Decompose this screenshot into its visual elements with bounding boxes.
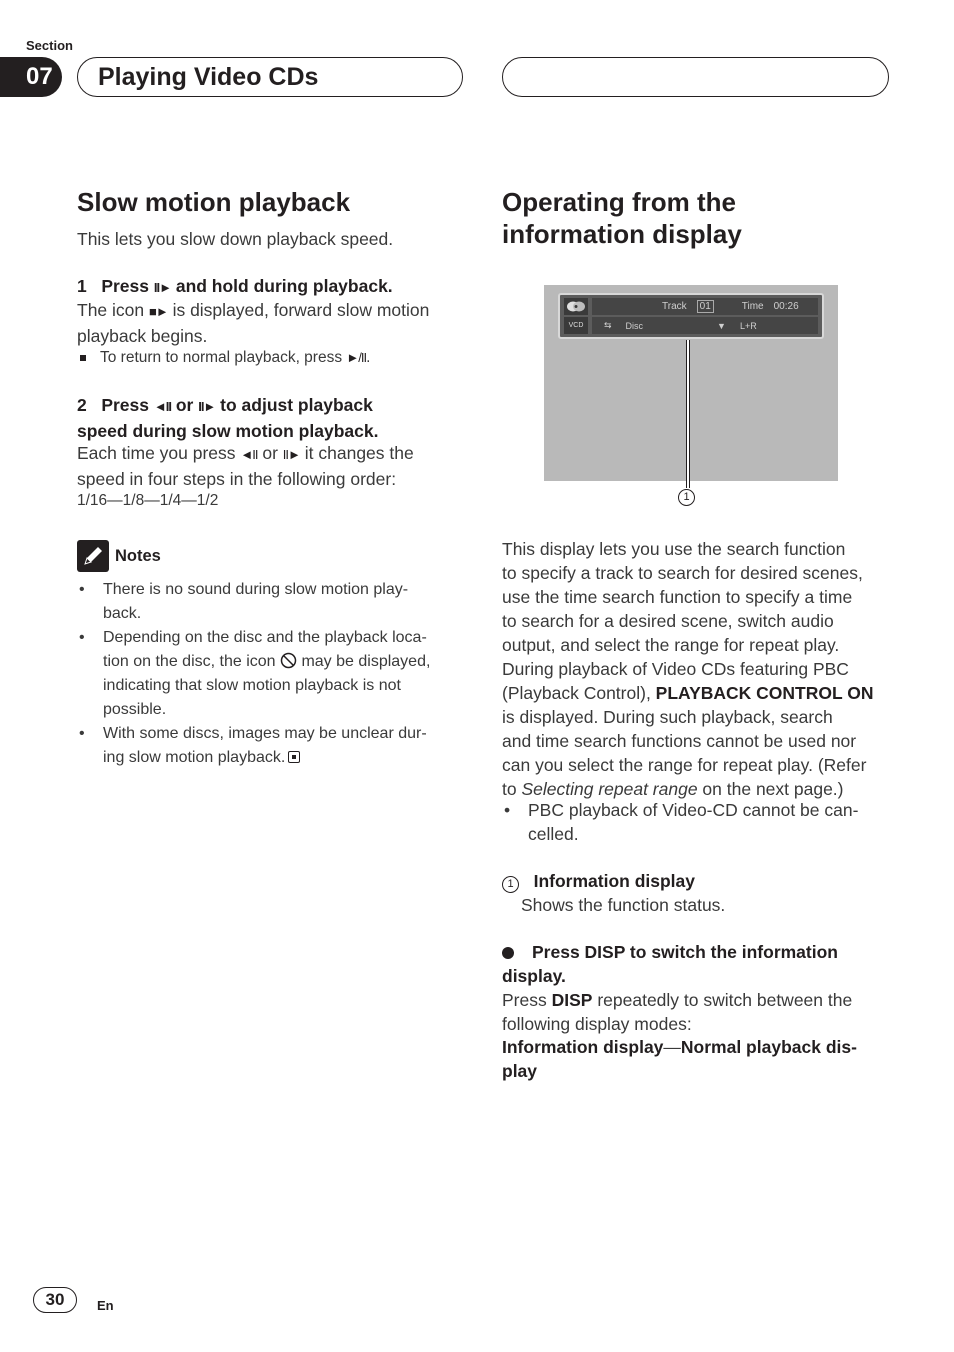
disp-button-label: DISP bbox=[551, 990, 593, 1010]
section-number-tab: 07 bbox=[0, 57, 62, 97]
item-information-display bbox=[502, 869, 695, 893]
callout-pointer-line bbox=[686, 340, 690, 488]
information-display-heading bbox=[502, 186, 742, 250]
lcd-panel bbox=[558, 293, 824, 339]
note-1-line1: There is no sound during slow motion play- bbox=[103, 581, 409, 598]
step-2-body-or: or bbox=[257, 443, 283, 463]
body-line: to search for a desired scene, switch audio bbox=[502, 611, 834, 631]
slow-motion-heading: Slow motion playback bbox=[77, 187, 351, 217]
note-2-line4: possible. bbox=[103, 701, 167, 718]
slow-reverse-icon: ◄II bbox=[153, 399, 171, 414]
track-label: Track bbox=[662, 301, 687, 312]
step-1-number: 1 bbox=[77, 276, 87, 296]
mode-normal-playback-line2: play bbox=[502, 1061, 538, 1081]
display-modes bbox=[502, 1035, 902, 1083]
mode-normal-playback: Normal playback dis- bbox=[680, 1037, 857, 1057]
note-3-line2: ing slow motion playback. bbox=[103, 749, 286, 766]
mode-separator: — bbox=[663, 1037, 681, 1057]
body-line: is displayed. During such playback, search bbox=[502, 707, 833, 727]
step-2-body-line2: speed in four steps in the following order: bbox=[77, 469, 397, 489]
callout-number-text: 1 bbox=[678, 489, 695, 506]
step-dot-icon bbox=[502, 947, 514, 959]
disp-body-b: repeatedly to switch between the bbox=[592, 990, 853, 1010]
notes-title: Notes bbox=[115, 546, 161, 565]
body-line: output, and select the range for repeat play. bbox=[502, 635, 840, 655]
note-item bbox=[77, 722, 469, 770]
pencil-note-icon bbox=[77, 540, 109, 572]
pbc-bullet-item bbox=[502, 798, 894, 846]
information-display-screenshot bbox=[544, 285, 838, 481]
step-1-tip bbox=[80, 346, 370, 370]
note-2-line2a: tion on the disc, the icon bbox=[103, 653, 280, 670]
time-label: Time bbox=[741, 301, 764, 312]
vcd-label: VCD bbox=[564, 317, 588, 334]
refer-a: to bbox=[502, 779, 522, 799]
notes-header bbox=[77, 540, 161, 572]
disp-body-a: Press bbox=[502, 990, 552, 1010]
step-2-number: 2 bbox=[77, 395, 87, 415]
note-item bbox=[77, 578, 469, 626]
track-value: 01 bbox=[697, 300, 714, 313]
play-pause-icon: ►/II bbox=[346, 350, 367, 365]
step-2-body-b: it changes the bbox=[299, 443, 414, 463]
pbc-bullet-line2: celled. bbox=[528, 824, 579, 844]
step-2-title-a: Press bbox=[101, 395, 154, 415]
lcd-bottom-row bbox=[592, 317, 818, 334]
section-label: Section bbox=[26, 38, 73, 53]
slow-forward-icon: II► bbox=[198, 399, 216, 414]
step-2-title-or: or bbox=[170, 395, 199, 415]
note-item bbox=[77, 626, 469, 722]
mode-information-display: Information display bbox=[502, 1037, 664, 1057]
slow-forward-icon: II► bbox=[153, 280, 171, 295]
step-1-title-prefix: Press bbox=[101, 276, 154, 296]
body-line: to specify a track to search for desired scenes, bbox=[502, 563, 863, 583]
notes-list bbox=[77, 578, 469, 770]
slow-motion-indicator-icon: ■► bbox=[148, 304, 168, 319]
body-line: can you select the range for repeat play. (Refer bbox=[502, 755, 867, 775]
time-value: 00:26 bbox=[773, 301, 799, 312]
information-display-body bbox=[502, 537, 902, 801]
chapter-title-text: Playing Video CDs bbox=[98, 62, 319, 91]
slow-motion-intro: This lets you slow down playback speed. bbox=[77, 229, 394, 249]
prohibited-icon bbox=[280, 653, 297, 670]
disp-title-line2: display. bbox=[502, 966, 566, 986]
step-2-title-b: to adjust playback bbox=[215, 395, 373, 415]
square-bullet-icon bbox=[80, 355, 86, 361]
end-mark-icon bbox=[288, 751, 300, 763]
step-2-body-a: Each time you press bbox=[77, 443, 241, 463]
disp-step-title bbox=[502, 940, 902, 988]
audio-label: L+R bbox=[739, 320, 757, 331]
language-label: En bbox=[97, 1298, 114, 1313]
step-2-title bbox=[77, 393, 378, 443]
body-line: This display lets you use the search function bbox=[502, 539, 846, 559]
step-2-title-line2: speed during slow motion playback. bbox=[77, 421, 379, 441]
body-line: During playback of Video CDs featuring PBC bbox=[502, 659, 849, 679]
refer-b: on the next page.) bbox=[697, 779, 844, 799]
body-line: and time search functions cannot be used nor bbox=[502, 731, 857, 751]
slow-forward-icon: II► bbox=[282, 447, 300, 462]
step-1-tip-suffix: . bbox=[366, 349, 371, 366]
note-3-line1: With some discs, images may be unclear dur- bbox=[103, 725, 427, 742]
step-1-title-suffix: and hold during playback. bbox=[170, 276, 393, 296]
slow-reverse-icon: ◄II bbox=[240, 447, 258, 462]
disp-title-line1: Press DISP to switch the information bbox=[532, 942, 838, 962]
chapter-title bbox=[77, 57, 463, 97]
item-number: 1 bbox=[502, 876, 519, 893]
speed-sequence: 1/16—1/8—1/4—1/2 bbox=[77, 492, 219, 509]
step-1-body-a: The icon bbox=[77, 300, 149, 320]
note-2-line3: indicating that slow motion playback is not bbox=[103, 677, 401, 694]
pbc-line-a: (Playback Control), bbox=[502, 683, 656, 703]
note-2-line2b: may be displayed, bbox=[297, 653, 431, 670]
repeat-icon: ⇆ bbox=[604, 320, 612, 330]
step-1-title bbox=[77, 274, 393, 300]
disp-body-line2: following display modes: bbox=[502, 1014, 692, 1034]
audio-arrow-icon: ▼ bbox=[717, 320, 726, 331]
note-2-line1: Depending on the disc and the playback loca- bbox=[103, 629, 427, 646]
step-1-body-line2: playback begins. bbox=[77, 326, 208, 346]
item-description: Shows the function status. bbox=[521, 895, 726, 915]
step-1-body bbox=[77, 298, 467, 348]
header-empty-pill bbox=[502, 57, 889, 97]
page-number: 30 bbox=[33, 1287, 77, 1313]
callout-number bbox=[678, 487, 695, 506]
disc-label: Disc bbox=[625, 320, 644, 331]
refer-link-text: Selecting repeat range bbox=[521, 779, 698, 799]
body-line: use the time search function to specify a time bbox=[502, 587, 853, 607]
pbc-bullet-list bbox=[502, 798, 894, 846]
pbc-control-on-label: PLAYBACK CONTROL ON bbox=[655, 683, 874, 703]
heading-line1: Operating from the bbox=[502, 187, 737, 217]
note-1-line2: back. bbox=[103, 605, 142, 622]
item-title: Information display bbox=[533, 871, 695, 891]
heading-line2: information display bbox=[502, 219, 742, 249]
lcd-top-row bbox=[592, 298, 818, 315]
disc-icon bbox=[564, 298, 588, 315]
pbc-bullet-line1: PBC playback of Video-CD cannot be can- bbox=[528, 800, 859, 820]
disp-step-body bbox=[502, 988, 902, 1036]
step-1-tip-prefix: To return to normal playback, press bbox=[100, 349, 347, 366]
step-2-body bbox=[77, 441, 467, 491]
step-1-body-b: is displayed, forward slow motion bbox=[167, 300, 430, 320]
